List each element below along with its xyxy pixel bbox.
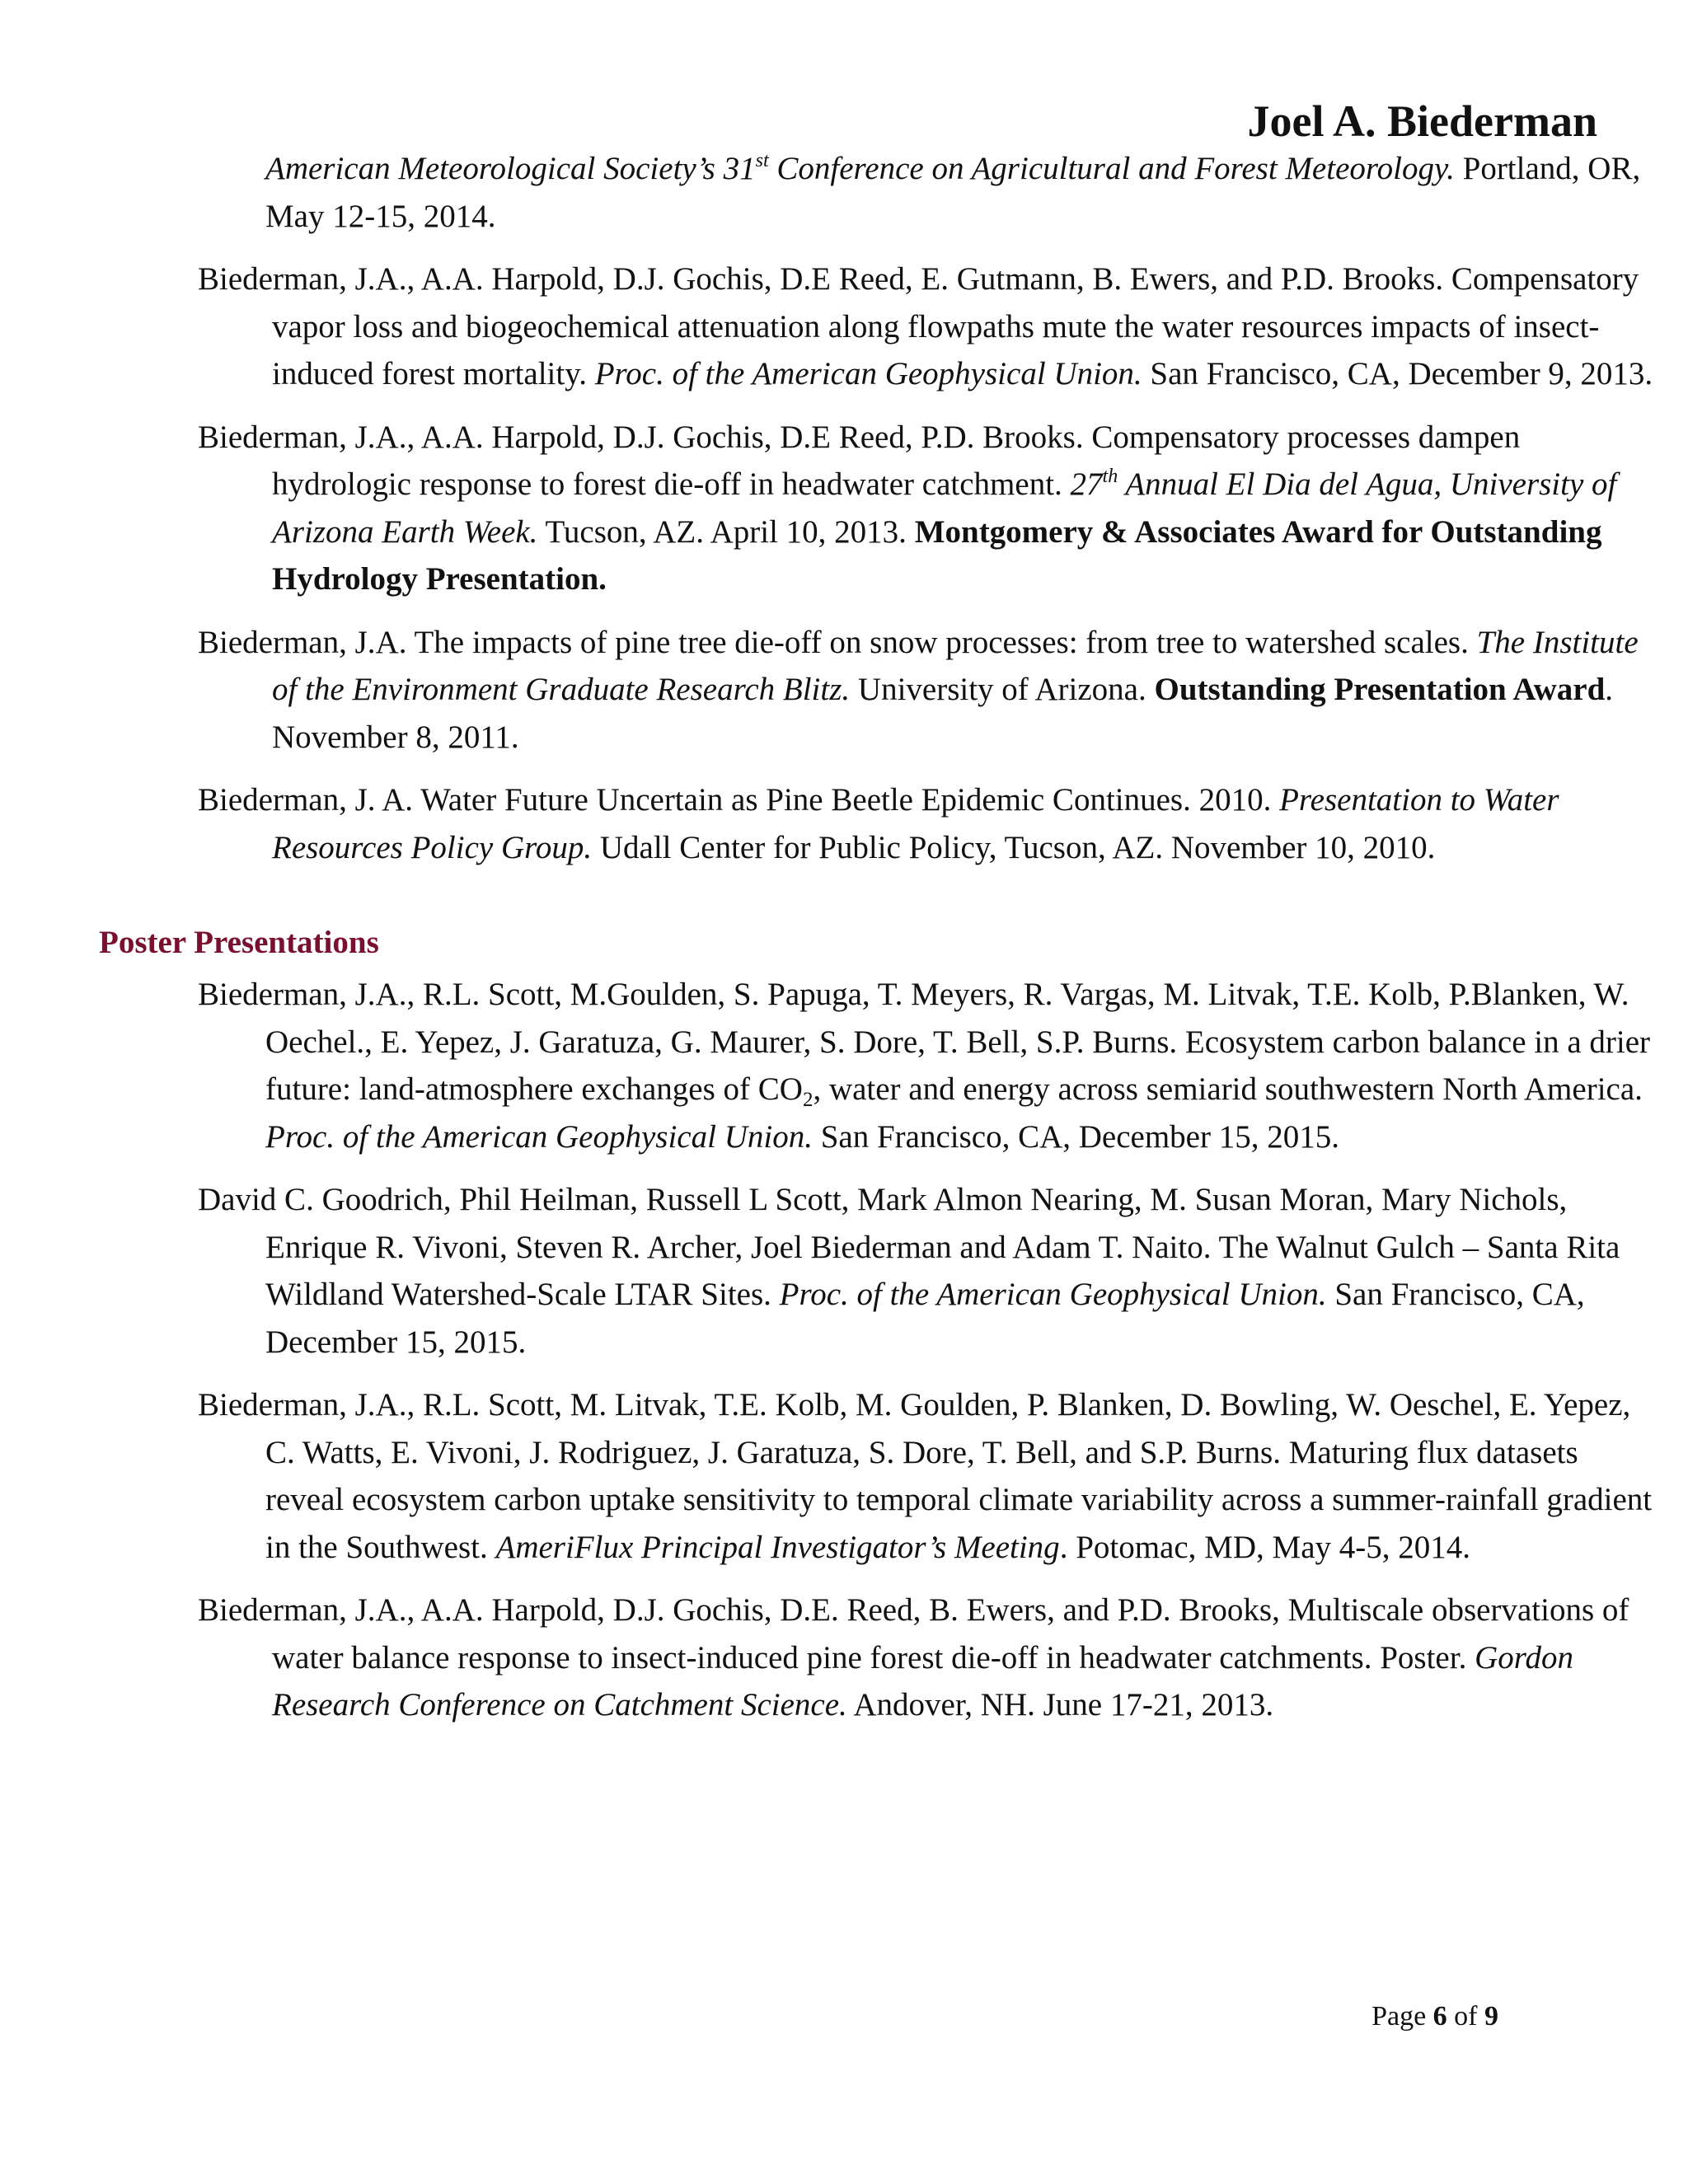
- poster-entry: Biederman, J.A., R.L. Scott, M. Litvak, T.E. Kolb, M. Goulden, P. Blanken, D. Bowling, W. Oeschel, E. Yepez, C. Watts, E. Vivoni, J. Rodriguez, J. Garatuza, S. Dore, T. Bell, and S.P. Burns. Maturing flux datasets reveal ecosystem carbon uptake sensitivity to temporal climate variability across a summer-rainfall gradient in the Southwest. AmeriFlux Principal Investigator’s Meeting. Potomac, MD, May 4-5, 2014.: [198, 1387, 1653, 1565]
- citation-entry: Biederman, J.A., A.A. Harpold, D.J. Gochis, D.E Reed, E. Gutmann, B. Ewers, and P.D. Brooks. Compensatory vapor loss and biogeochemical attenuation along flowpaths mute the water resources impacts of insect-induced forest mortality. Proc. of the American Geophysical Union. San Francisco, CA, December 9, 2013.: [198, 261, 1653, 391]
- citation-venue: American Meteorological Society’s 31st Conference on Agricultural and Forest Meteorology.: [265, 150, 1455, 186]
- citation-entry: Biederman, J.A. The impacts of pine tree die-off on snow processes: from tree to watershed scales. The Institute of the Environment Graduate Research Blitz. University of Arizona. Outstanding Presentation Award. November 8, 2011.: [198, 624, 1639, 755]
- citation-venue: Proc. of the American Geophysical Union.: [779, 1277, 1327, 1312]
- citation-entry: Biederman, J. A. Water Future Uncertain as Pine Beetle Epidemic Continues. 2010. Presentation to Water Resources Policy Group. Udall Center for Public Policy, Tucson, AZ. November 10, 2010.: [198, 782, 1559, 865]
- citation-venue: Proc. of the American Geophysical Union.: [265, 1118, 813, 1155]
- award-text: Montgomery & Associates Award for Outstanding Hydrology Presentation.: [272, 513, 1602, 597]
- citation-venue: 27th Annual El Dia del Agua, University of Arizona Earth Week.: [272, 466, 1617, 550]
- citation-venue: Gordon Research Conference on Catchment Science.: [272, 1639, 1573, 1722]
- citation-venue: Proc. of the American Geophysical Union.: [594, 356, 1142, 391]
- poster-entry: Biederman, J.A., A.A. Harpold, D.J. Gochis, D.E. Reed, B. Ewers, and P.D. Brooks, Multiscale observations of water balance response to insect-induced pine forest die-off in headwater catchments. Poster. Gordon Research Conference on Catchment Science. Andover, NH. June 17-21, 2013.: [198, 1592, 1629, 1722]
- poster-entry: David C. Goodrich, Phil Heilman, Russell L Scott, Mark Almon Nearing, M. Susan Moran, Mary Nichols, Enrique R. Vivoni, Steven R. Archer, Joel Biederman and Adam T. Naito. The Walnut Gulch – Santa Rita Wildland Watershed-Scale LTAR Sites. Proc. of the American Geophysical Union. San Francisco, CA, December 15, 2015.: [198, 1182, 1620, 1360]
- citation-venue: AmeriFlux Principal Investigator’s Meeting: [495, 1529, 1060, 1565]
- section-heading-poster-presentations: Poster Presentations: [99, 925, 379, 960]
- poster-entry: Biederman, J.A., R.L. Scott, M.Goulden, S. Papuga, T. Meyers, R. Vargas, M. Litvak, T.E. Kolb, P.Blanken, W. Oechel., E. Yepez, J. Garatuza, G. Maurer, S. Dore, T. Bell, S.P. Burns. Ecosystem carbon balance in a drier future: land-atmosphere exchanges of $CO_2$, water and energy across semiarid southwestern North America. Proc. of the American Geophysical Union. San Francisco, CA, December 15, 2015.: [198, 977, 1651, 1155]
- citation-venue: Presentation to Water Resources Policy Group.: [272, 782, 1559, 865]
- current-page-number: 6: [1432, 2001, 1447, 2032]
- citation-venue: The Institute of the Environment Graduate Research Blitz.: [272, 624, 1639, 707]
- continued-citation: American Meteorological Society’s 31st Conference on Agricultural and Forest Meteorology. Portland, OR, May 12-15, 2014.: [265, 150, 1641, 234]
- citation-entry: Biederman, J.A., A.A. Harpold, D.J. Gochis, D.E Reed, P.D. Brooks. Compensatory processes dampen hydrologic response to forest die-off in headwater catchment. 27th Annual El Dia del Agua, University of Arizona Earth Week. Tucson, AZ. April 10, 2013. Montgomery & Associates Award for Outstanding Hydrology Presentation.: [198, 419, 1617, 597]
- award-text: Outstanding Presentation Award: [1154, 672, 1606, 707]
- total-page-count: 9: [1484, 2001, 1498, 2032]
- page-header-name: Joel A. Biederman: [1247, 96, 1597, 146]
- page-number-footer: Page 6 of 9: [1372, 2001, 1498, 2032]
- document-body: [0, 145, 1688, 1745]
